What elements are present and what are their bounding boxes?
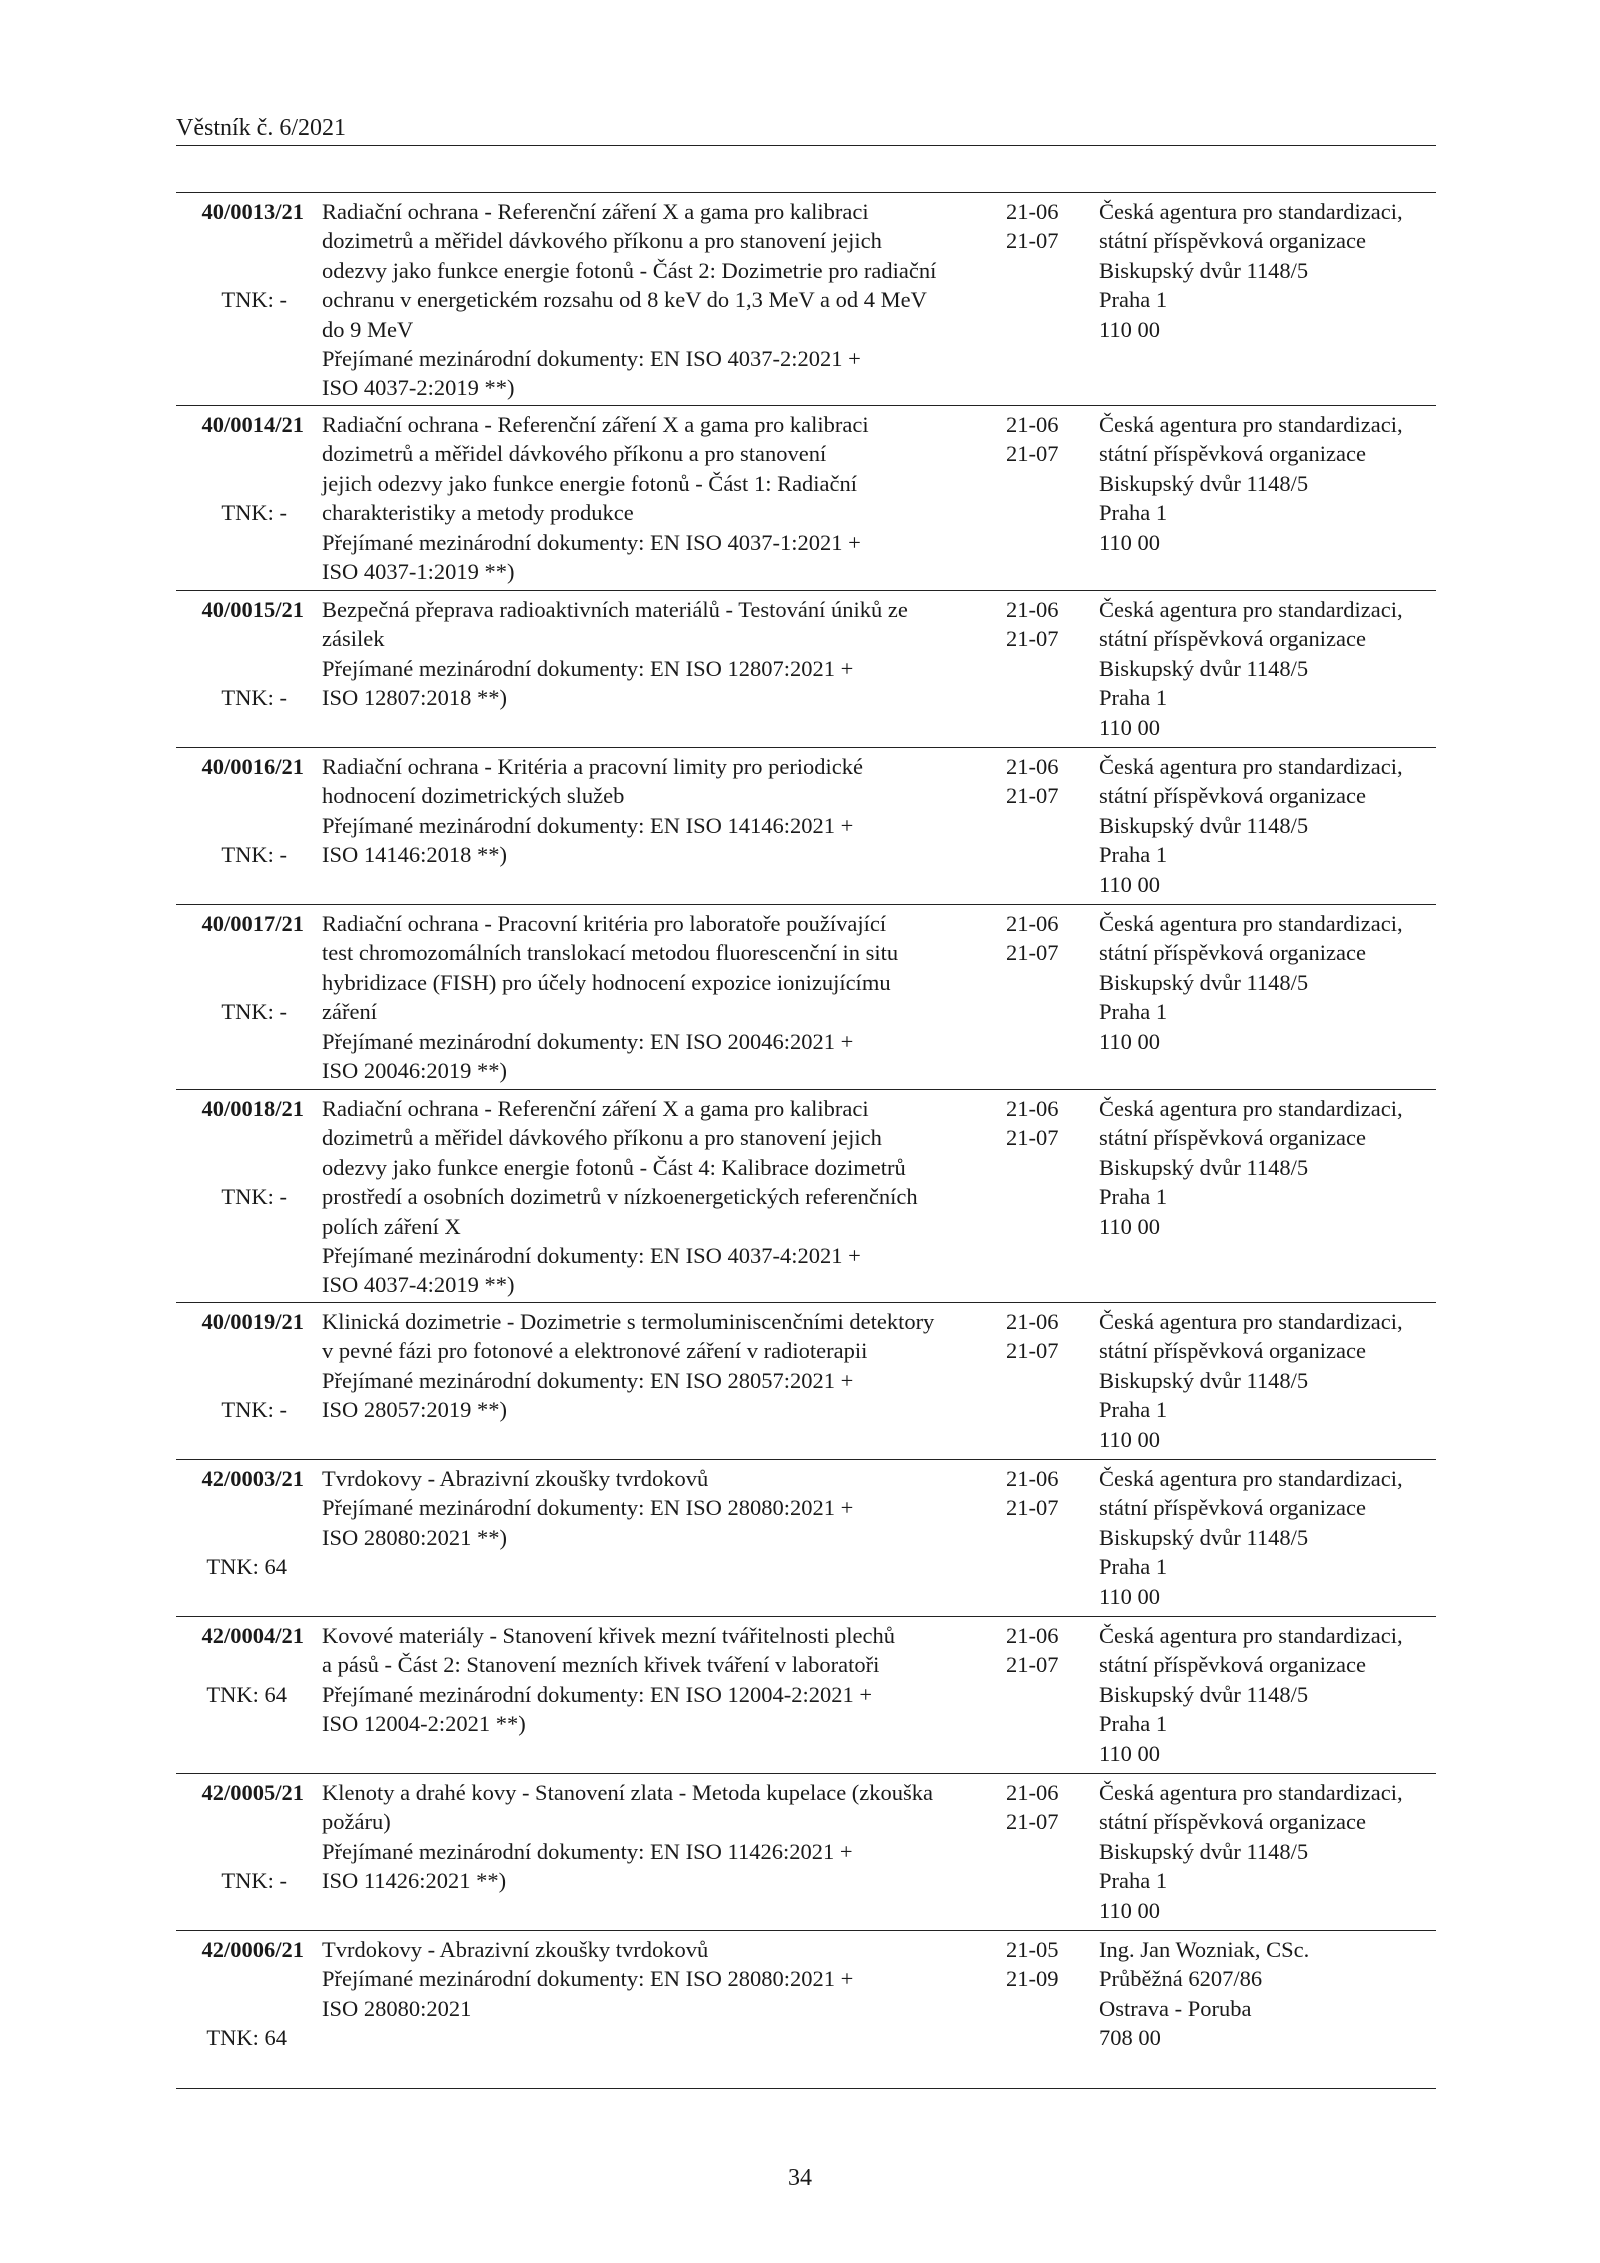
title-line: dozimetrů a měřidel dávkového příkonu a pro stanovení — [322, 441, 827, 467]
date-value: 21-07 — [1006, 441, 1059, 467]
title-line: hybridizace (FISH) pro účely hodnocení expozice ionizujícímu — [322, 969, 891, 995]
address-line: Česká agentura pro standardizaci, — [1099, 1623, 1403, 1648]
tnk-label: TNK: - — [221, 287, 287, 313]
table-row — [176, 1617, 1436, 1774]
address-line: státní příspěvková organizace — [1099, 1338, 1366, 1364]
date-value: 21-07 — [1006, 228, 1059, 254]
address-line: Česká agentura pro standardizaci, — [1099, 1309, 1403, 1334]
address-line: Biskupský dvůr 1148/5 — [1099, 812, 1309, 838]
address-line: Praha 1 — [1099, 1554, 1168, 1580]
date-column — [1006, 1307, 1076, 1366]
address-line: Ostrava - Poruba — [1099, 1995, 1252, 2021]
standard-title — [322, 1621, 895, 1739]
tnk-label: TNK: - — [221, 1184, 287, 1210]
standard-number: 40/0019/21 — [201, 1309, 304, 1334]
standard-number: 40/0015/21 — [201, 597, 304, 622]
processor-address — [1099, 595, 1439, 742]
address-line: Praha 1 — [1099, 1711, 1168, 1737]
date-value: 21-07 — [1006, 1809, 1059, 1835]
address-line: státní příspěvková organizace — [1099, 940, 1366, 966]
title-line: Klenoty a drahé kovy - Stanovení zlata - Metoda kupelace (zkouška — [322, 1780, 934, 1805]
address-line: Biskupský dvůr 1148/5 — [1099, 1367, 1309, 1393]
address-line: státní příspěvková organizace — [1099, 1495, 1366, 1521]
title-line: Tvrdokovy - Abrazivní zkoušky tvrdokovů — [322, 1466, 709, 1491]
date-column — [1006, 1935, 1076, 1994]
date-value: 21-07 — [1006, 1652, 1059, 1678]
address-line: 110 00 — [1099, 1740, 1161, 1766]
table-row — [176, 905, 1436, 1090]
standard-title — [322, 1094, 918, 1300]
title-line: Bezpečná přeprava radioaktivních materiálů - Testování úniků ze — [322, 597, 908, 622]
title-line: ISO 11426:2021 **) — [322, 1868, 507, 1894]
address-line: Ing. Jan Wozniak, CSc. — [1099, 1937, 1310, 1962]
standard-title — [322, 197, 937, 403]
title-line: zásilek — [322, 626, 385, 652]
address-line: Průběžná 6207/86 — [1099, 1966, 1263, 1992]
address-line: státní příspěvková organizace — [1099, 1809, 1366, 1835]
title-line: Radiační ochrana - Referenční záření X a gama pro kalibraci — [322, 1096, 869, 1121]
date-value: 21-06 — [1006, 597, 1059, 622]
title-line: do 9 MeV — [322, 316, 414, 342]
address-line: Praha 1 — [1099, 999, 1168, 1025]
standard-number: 40/0016/21 — [201, 754, 304, 779]
page-number: 34 — [788, 2165, 812, 2191]
title-line: a pásů - Část 2: Stanovení mezních křivek tváření v laboratoři — [322, 1652, 880, 1678]
date-value: 21-06 — [1006, 1096, 1059, 1121]
table-row — [176, 1931, 1436, 2089]
tnk-label: TNK: 64 — [206, 2025, 287, 2051]
address-line: 110 00 — [1099, 714, 1161, 740]
address-line: Biskupský dvůr 1148/5 — [1099, 969, 1309, 995]
standard-title — [322, 595, 908, 713]
date-value: 21-06 — [1006, 1780, 1059, 1805]
processor-address — [1099, 1094, 1439, 1241]
standard-title — [322, 410, 869, 586]
tnk-label: TNK: - — [221, 685, 287, 711]
title-line: ISO 4037-1:2019 **) — [322, 559, 515, 585]
standard-title — [322, 752, 862, 870]
address-line: Praha 1 — [1099, 842, 1168, 868]
address-line: státní příspěvková organizace — [1099, 228, 1366, 254]
address-line: Praha 1 — [1099, 287, 1168, 313]
title-line: ochranu v energetickém rozsahu od 8 keV do 1,3 MeV a od 4 MeV — [322, 287, 927, 313]
date-column — [1006, 752, 1076, 811]
standard-title — [322, 1778, 934, 1896]
processor-address — [1099, 752, 1439, 899]
title-line: Přejímané mezinárodní dokumenty: EN ISO 28080:2021 + — [322, 1966, 854, 1992]
journal-header — [176, 113, 1436, 146]
journal-title: Věstník č. 6/2021 — [176, 115, 346, 141]
tnk-label: TNK: 64 — [206, 1554, 287, 1580]
address-line: Česká agentura pro standardizaci, — [1099, 754, 1403, 779]
standard-title — [322, 1935, 862, 2023]
standards-table — [176, 192, 1436, 2089]
address-line: Česká agentura pro standardizaci, — [1099, 199, 1403, 224]
address-line: 110 00 — [1099, 1426, 1161, 1452]
address-line: Česká agentura pro standardizaci, — [1099, 1466, 1403, 1491]
tnk-label: TNK: - — [221, 842, 287, 868]
title-line: ISO 20046:2019 **) — [322, 1058, 507, 1084]
address-line: Praha 1 — [1099, 1397, 1168, 1423]
tnk-label: TNK: - — [221, 1397, 287, 1423]
title-line: požáru) — [322, 1809, 391, 1835]
date-column — [1006, 1621, 1076, 1680]
address-line: Česká agentura pro standardizaci, — [1099, 412, 1403, 437]
address-line: Praha 1 — [1099, 685, 1168, 711]
title-line: Přejímané mezinárodní dokumenty: EN ISO 14146:2021 + — [322, 812, 854, 838]
address-line: 708 00 — [1099, 2025, 1161, 2051]
date-value: 21-06 — [1006, 1623, 1059, 1648]
date-value: 21-05 — [1006, 1937, 1059, 1962]
standard-number: 42/0006/21 — [201, 1937, 304, 1962]
processor-address — [1099, 1621, 1439, 1768]
address-line: 110 00 — [1099, 1583, 1161, 1609]
processor-address — [1099, 410, 1439, 557]
date-column — [1006, 1094, 1076, 1153]
address-line: Česká agentura pro standardizaci, — [1099, 1780, 1403, 1805]
title-line: ISO 12004-2:2021 **) — [322, 1711, 526, 1737]
tnk-label: TNK: - — [221, 999, 287, 1025]
address-line: státní příspěvková organizace — [1099, 1125, 1366, 1151]
title-line: charakteristiky a metody produkce — [322, 500, 634, 526]
address-line: státní příspěvková organizace — [1099, 783, 1366, 809]
address-line: státní příspěvková organizace — [1099, 1652, 1366, 1678]
date-value: 21-07 — [1006, 783, 1059, 809]
date-value: 21-07 — [1006, 626, 1059, 652]
date-value: 21-06 — [1006, 199, 1059, 224]
address-line: 110 00 — [1099, 316, 1161, 342]
title-line: Přejímané mezinárodní dokumenty: EN ISO 20046:2021 + — [322, 1028, 854, 1054]
title-line: odezvy jako funkce energie fotonů - Část 2: Dozimetrie pro radiační — [322, 257, 937, 283]
title-line: Přejímané mezinárodní dokumenty: EN ISO 28057:2021 + — [322, 1367, 854, 1393]
title-line: Přejímané mezinárodní dokumenty: EN ISO 12807:2021 + — [322, 655, 854, 681]
title-line: záření — [322, 999, 377, 1025]
address-line: Biskupský dvůr 1148/5 — [1099, 1838, 1309, 1864]
title-line: jejich odezvy jako funkce energie fotonů - Část 1: Radiační — [322, 470, 858, 496]
date-value: 21-06 — [1006, 911, 1059, 936]
title-line: polích záření X — [322, 1213, 461, 1239]
processor-address — [1099, 197, 1439, 344]
processor-address — [1099, 1935, 1439, 2053]
processor-address — [1099, 1778, 1439, 1925]
title-line: Radiační ochrana - Referenční záření X a gama pro kalibraci — [322, 412, 869, 437]
title-line: dozimetrů a měřidel dávkového příkonu a pro stanovení jejich — [322, 1125, 882, 1151]
table-row — [176, 591, 1436, 748]
title-line: ISO 28080:2021 — [322, 1995, 472, 2021]
processor-address — [1099, 1307, 1439, 1454]
address-line: Biskupský dvůr 1148/5 — [1099, 1524, 1309, 1550]
table-row — [176, 748, 1436, 905]
date-column — [1006, 410, 1076, 469]
title-line: hodnocení dozimetrických služeb — [322, 783, 625, 809]
address-line: státní příspěvková organizace — [1099, 441, 1366, 467]
title-line: dozimetrů a měřidel dávkového příkonu a pro stanovení jejich — [322, 228, 882, 254]
date-value: 21-07 — [1006, 1125, 1059, 1151]
address-line: Biskupský dvůr 1148/5 — [1099, 470, 1309, 496]
title-line: Tvrdokovy - Abrazivní zkoušky tvrdokovů — [322, 1937, 709, 1962]
standard-number: 42/0003/21 — [201, 1466, 304, 1491]
date-value: 21-06 — [1006, 1309, 1059, 1334]
title-line: Přejímané mezinárodní dokumenty: EN ISO 4037-2:2021 + — [322, 346, 861, 372]
tnk-label: TNK: 64 — [206, 1681, 287, 1707]
date-value: 21-06 — [1006, 412, 1059, 437]
standard-title — [322, 1307, 935, 1425]
date-column — [1006, 595, 1076, 654]
date-column — [1006, 909, 1076, 968]
date-value: 21-06 — [1006, 754, 1059, 779]
address-line: Biskupský dvůr 1148/5 — [1099, 655, 1309, 681]
title-line: Radiační ochrana - Pracovní kritéria pro laboratoře používající — [322, 911, 887, 936]
address-line: 110 00 — [1099, 1897, 1161, 1923]
standard-number: 40/0014/21 — [201, 412, 304, 437]
date-column — [1006, 1464, 1076, 1523]
title-line: Přejímané mezinárodní dokumenty: EN ISO 4037-1:2021 + — [322, 529, 861, 555]
title-line: Přejímané mezinárodní dokumenty: EN ISO 4037-4:2021 + — [322, 1243, 861, 1269]
date-value: 21-07 — [1006, 1495, 1059, 1521]
standard-number: 40/0017/21 — [201, 911, 304, 936]
table-row — [176, 406, 1436, 591]
standard-number: 42/0004/21 — [201, 1623, 304, 1648]
date-value: 21-07 — [1006, 940, 1059, 966]
title-line: Přejímané mezinárodní dokumenty: EN ISO 12004-2:2021 + — [322, 1681, 873, 1707]
address-line: Praha 1 — [1099, 1184, 1168, 1210]
processor-address — [1099, 909, 1439, 1056]
title-line: ISO 4037-2:2019 **) — [322, 375, 515, 401]
title-line: ISO 28080:2021 **) — [322, 1524, 507, 1550]
address-line: Biskupský dvůr 1148/5 — [1099, 1681, 1309, 1707]
title-line: ISO 12807:2018 **) — [322, 685, 507, 711]
date-column — [1006, 1778, 1076, 1837]
table-row — [176, 1774, 1436, 1931]
title-line: Přejímané mezinárodní dokumenty: EN ISO 28080:2021 + — [322, 1495, 854, 1521]
address-line: Česká agentura pro standardizaci, — [1099, 911, 1403, 936]
standard-title — [322, 909, 899, 1085]
address-line: Praha 1 — [1099, 1868, 1168, 1894]
title-line: Přejímané mezinárodní dokumenty: EN ISO 11426:2021 + — [322, 1838, 853, 1864]
address-line: Praha 1 — [1099, 500, 1168, 526]
address-line: 110 00 — [1099, 871, 1161, 897]
address-line: 110 00 — [1099, 1213, 1161, 1239]
title-line: Radiační ochrana - Referenční záření X a gama pro kalibraci — [322, 199, 869, 224]
title-line: odezvy jako funkce energie fotonů - Část 4: Kalibrace dozimetrů — [322, 1154, 906, 1180]
standard-number: 42/0005/21 — [201, 1780, 304, 1805]
date-column — [1006, 197, 1076, 256]
address-line: 110 00 — [1099, 1028, 1161, 1054]
tnk-label: TNK: - — [221, 1868, 287, 1894]
standard-number: 40/0018/21 — [201, 1096, 304, 1121]
title-line: Kovové materiály - Stanovení křivek mezní tvářitelnosti plechů — [322, 1623, 895, 1648]
table-row — [176, 1090, 1436, 1303]
address-line: Biskupský dvůr 1148/5 — [1099, 257, 1309, 283]
title-line: Radiační ochrana - Kritéria a pracovní limity pro periodické — [322, 754, 864, 779]
title-line: test chromozomálních translokací metodou fluorescenční in situ — [322, 940, 899, 966]
processor-address — [1099, 1464, 1439, 1611]
date-value: 21-06 — [1006, 1466, 1059, 1491]
title-line: v pevné fázi pro fotonové a elektronové záření v radioterapii — [322, 1338, 868, 1364]
standard-title — [322, 1464, 862, 1552]
address-line: Biskupský dvůr 1148/5 — [1099, 1154, 1309, 1180]
title-line: Klinická dozimetrie - Dozimetrie s termoluminiscenčními detektory — [322, 1309, 935, 1334]
address-line: 110 00 — [1099, 529, 1161, 555]
date-value: 21-09 — [1006, 1966, 1059, 1992]
address-line: státní příspěvková organizace — [1099, 626, 1366, 652]
table-row — [176, 193, 1436, 406]
table-row — [176, 1303, 1436, 1460]
tnk-label: TNK: - — [221, 500, 287, 526]
title-line: prostředí a osobních dozimetrů v nízkoenergetických referenčních — [322, 1184, 918, 1210]
title-line: ISO 14146:2018 **) — [322, 842, 507, 868]
title-line: ISO 28057:2019 **) — [322, 1397, 507, 1423]
address-line: Česká agentura pro standardizaci, — [1099, 597, 1403, 622]
standard-number: 40/0013/21 — [201, 199, 304, 224]
address-line: Česká agentura pro standardizaci, — [1099, 1096, 1403, 1121]
table-row — [176, 1460, 1436, 1617]
date-value: 21-07 — [1006, 1338, 1059, 1364]
title-line: ISO 4037-4:2019 **) — [322, 1272, 515, 1298]
